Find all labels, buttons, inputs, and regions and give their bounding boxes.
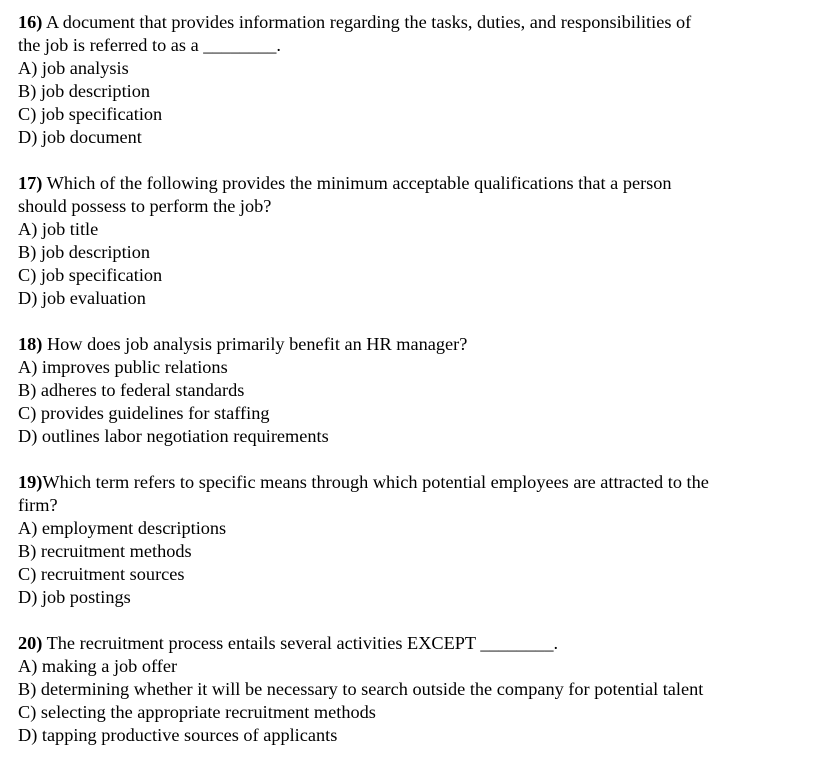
answer-option-b: B) determining whether it will be necessary to search outside the company for potential talent: [18, 679, 704, 699]
answer-option-a: A) improves public relations: [18, 357, 228, 377]
answer-option-c: C) job specification: [18, 265, 163, 285]
question-number: 20): [18, 633, 43, 653]
answer-option-b: B) adheres to federal standards: [18, 380, 245, 400]
question-stem-text: Which term refers to specific means through which potential employees are attracted to the: [42, 472, 709, 492]
question-stem-text: How does job analysis primarily benefit an HR manager?: [46, 334, 468, 354]
question-stem-line: [18, 632, 808, 655]
question-number: 19): [18, 472, 43, 492]
question-number: 17): [18, 173, 43, 193]
answer-option-c: C) selecting the appropriate recruitment methods: [18, 702, 376, 722]
question-17: [18, 172, 808, 310]
answer-option-b: B) job description: [18, 81, 151, 101]
question-number: 18): [18, 334, 43, 354]
question-sheet: [18, 11, 808, 770]
question-19: [18, 471, 808, 609]
question-number: 16): [18, 12, 43, 32]
answer-option-a: A) job title: [18, 219, 99, 239]
question-stem-line: should possess to perform the job?: [18, 196, 272, 216]
question-stem-line: [18, 471, 808, 494]
question-20: [18, 632, 808, 747]
answer-option-c: C) job specification: [18, 104, 163, 124]
question-stem-line: firm?: [18, 495, 58, 515]
answer-option-b: B) recruitment methods: [18, 541, 192, 561]
answer-option-a: A) job analysis: [18, 58, 129, 78]
question-stem-text: Which of the following provides the minimum acceptable qualifications that a person: [46, 173, 672, 193]
question-18: [18, 333, 808, 448]
question-stem-line: [18, 11, 808, 34]
answer-option-c: C) provides guidelines for staffing: [18, 403, 270, 423]
answer-option-d: D) outlines labor negotiation requirements: [18, 426, 329, 446]
answer-option-d: D) job document: [18, 127, 142, 147]
answer-option-c: C) recruitment sources: [18, 564, 185, 584]
question-stem-text: The recruitment process entails several activities EXCEPT ________.: [46, 633, 559, 653]
answer-option-d: D) job evaluation: [18, 288, 146, 308]
question-stem-line: the job is referred to as a ________.: [18, 35, 281, 55]
question-stem-line: [18, 172, 808, 195]
answer-option-d: D) job postings: [18, 587, 131, 607]
question-stem-line: [18, 333, 808, 356]
answer-option-a: A) making a job offer: [18, 656, 178, 676]
answer-option-a: A) employment descriptions: [18, 518, 227, 538]
question-stem-text: A document that provides information regarding the tasks, duties, and responsibilities of: [45, 12, 692, 32]
answer-option-d: D) tapping productive sources of applicants: [18, 725, 338, 745]
answer-option-b: B) job description: [18, 242, 151, 262]
question-16: [18, 11, 808, 149]
